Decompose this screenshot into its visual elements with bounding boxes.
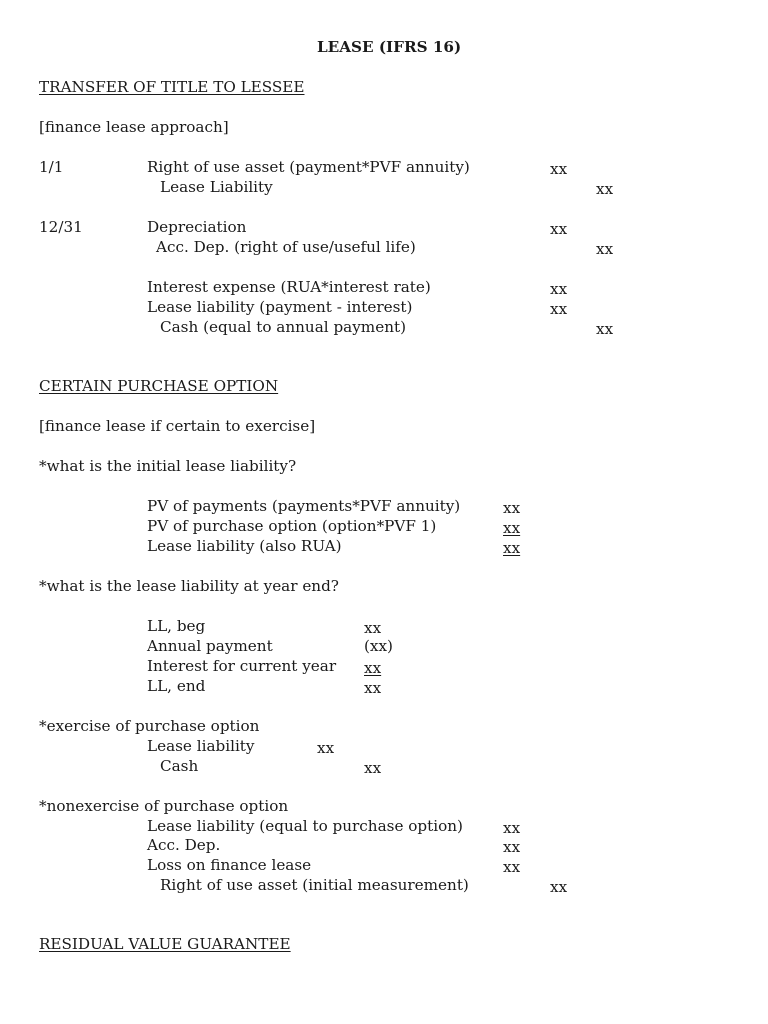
entry-debit-line: Right of use asset (payment*PVF annuity) [147, 158, 470, 176]
computation-line: Lease liability (also RUA) [147, 537, 342, 555]
entry-credit-line: Lease Liability [160, 178, 273, 196]
computation-line: Annual payment [147, 637, 273, 655]
entry-debit-line: Acc. Dep. [147, 836, 221, 854]
debit-amount: xx [550, 220, 568, 238]
computation-amount: xx [364, 659, 382, 677]
computation-amount: xx [503, 519, 521, 537]
debit-amount: xx [550, 300, 568, 318]
question: *exercise of purchase option [39, 717, 260, 735]
credit-amount: xx [550, 878, 568, 896]
debit-amount: xx [550, 160, 568, 178]
computation-line: PV of payments (payments*PVF annuity) [147, 497, 461, 515]
entry-credit-line: Acc. Dep. (right of use/useful life) [156, 238, 416, 256]
debit-amount: xx [550, 280, 568, 298]
question: *what is the lease liability at year end? [39, 577, 339, 595]
entry-debit-line: Lease liability [147, 737, 255, 755]
section-heading-certain-purchase-option: CERTAIN PURCHASE OPTION [39, 377, 279, 395]
credit-amount: xx [364, 759, 382, 777]
computation-line: PV of purchase option (option*PVF 1) [147, 517, 437, 535]
entry-date: 1/1 [39, 158, 64, 176]
computation-total: xx [364, 679, 382, 697]
debit-amount: xx [503, 838, 521, 856]
entry-credit-line: Right of use asset (initial measurement) [160, 876, 469, 894]
entry-credit-line: Cash (equal to annual payment) [160, 318, 407, 336]
credit-amount: xx [596, 320, 614, 338]
credit-amount: xx [596, 180, 614, 198]
question: *nonexercise of purchase option [39, 797, 289, 815]
section-heading-residual-value-guarantee: RESIDUAL VALUE GUARANTEE [39, 935, 291, 953]
entry-debit-line: Lease liability (payment - interest) [147, 298, 413, 316]
entry-debit-line: Interest expense (RUA*interest rate) [147, 278, 431, 296]
question: *what is the initial lease liability? [39, 457, 297, 475]
entry-credit-line: Cash [160, 757, 199, 775]
section-note: [finance lease if certain to exercise] [39, 417, 316, 435]
computation-total: xx [503, 539, 521, 557]
page-title: LEASE (IFRS 16) [317, 38, 462, 56]
computation-line: LL, beg [147, 617, 206, 635]
entry-debit-line: Depreciation [147, 218, 247, 236]
credit-amount: xx [596, 240, 614, 258]
entry-debit-line: Loss on finance lease [147, 856, 312, 874]
computation-amount: xx [364, 619, 382, 637]
debit-amount: xx [317, 739, 335, 757]
entry-date: 12/31 [39, 218, 83, 236]
entry-debit-line: Lease liability (equal to purchase option) [147, 817, 463, 835]
debit-amount: xx [503, 858, 521, 876]
section-note: [finance lease approach] [39, 118, 229, 136]
computation-amount: (xx) [364, 637, 393, 655]
computation-line: LL, end [147, 677, 206, 695]
section-heading-transfer-of-title: TRANSFER OF TITLE TO LESSEE [39, 78, 305, 96]
debit-amount: xx [503, 819, 521, 837]
computation-amount: xx [503, 499, 521, 517]
computation-line: Interest for current year [147, 657, 337, 675]
